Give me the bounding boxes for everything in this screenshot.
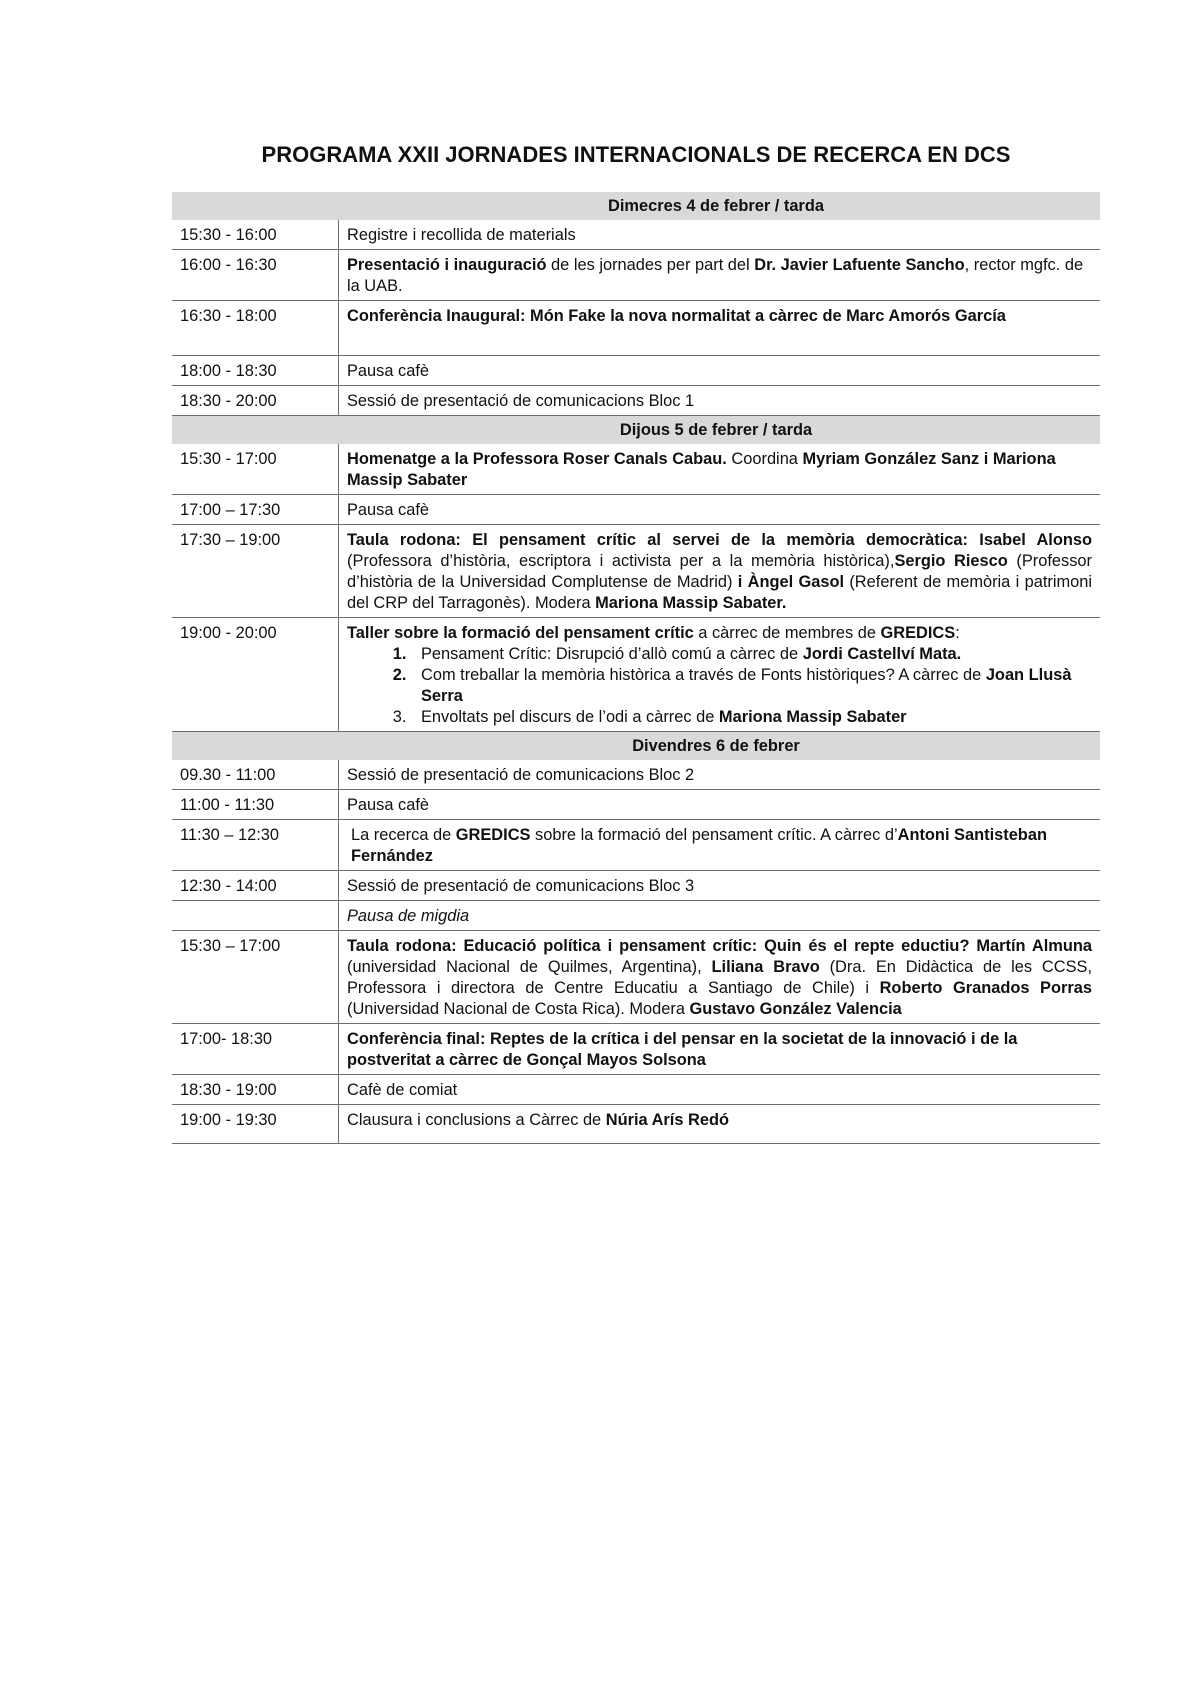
workshop-list (347, 644, 1092, 728)
time-cell: 16:00 - 16:30 (172, 250, 339, 301)
schedule-row (172, 871, 1100, 901)
schedule-row (172, 444, 1100, 495)
time-cell: 09.30 - 11:00 (172, 760, 339, 790)
list-item: 1. Pensament Crític: Disrupció d’allò comú a càrrec de Jordi Castellví Mata. (411, 644, 1092, 665)
activity-cell: Homenatge a la Professora Roser Canals Cabau. Coordina Myriam González Sanz i Mariona Massip Sabater (339, 444, 1101, 495)
time-cell: 17:00 – 17:30 (172, 495, 339, 525)
time-cell: 18:30 - 19:00 (172, 1075, 339, 1105)
schedule-row (172, 220, 1100, 250)
document-title: PROGRAMA XXII JORNADES INTERNACIONALS DE RECERCA EN DCS (261, 142, 1011, 167)
day-header (172, 416, 1100, 445)
activity-cell: Presentació i inauguració de les jornades per part del Dr. Javier Lafuente Sancho, rector mgfc. de la UAB. (339, 250, 1101, 301)
activity-cell: Cafè de comiat (339, 1075, 1101, 1105)
time-cell: 18:00 - 18:30 (172, 356, 339, 386)
program-table (172, 192, 1100, 1144)
activity-cell: Sessió de presentació de comunicacions Bloc 2 (339, 760, 1101, 790)
activity-cell: Conferència final: Reptes de la crítica i del pensar en la societat de la innovació i de la postveritat a càrrec de Gonçal Mayos Solsona (339, 1024, 1101, 1075)
schedule-row (172, 618, 1100, 732)
time-cell: 15:30 - 16:00 (172, 220, 339, 250)
time-cell: 16:30 - 18:00 (172, 301, 339, 356)
time-cell: 12:30 - 14:00 (172, 871, 339, 901)
day-header (172, 192, 1100, 220)
activity-cell: Sessió de presentació de comunicacions Bloc 1 (339, 386, 1101, 416)
activity-cell: Sessió de presentació de comunicacions Bloc 3 (339, 871, 1101, 901)
schedule-row (172, 250, 1100, 301)
schedule-row (172, 1105, 1100, 1144)
time-cell: 15:30 – 17:00 (172, 931, 339, 1024)
activity-cell: Taula rodona: Educació política i pensament crític: Quin és el repte eductiu? Martín Almuna (universidad Nacional de Quilmes, Argentina), Liliana Bravo (Dra. En Didàctica de les CCSS, Professora i directora de Centre Educatiu a Santiago de Chile) i Roberto Granados Porras (Universidad Nacional de Costa Rica). Modera Gustavo González Valencia (339, 931, 1101, 1024)
schedule-row (172, 901, 1100, 931)
day-label: Dimecres 4 de febrer / tarda (608, 197, 824, 215)
list-item: 2. Com treballar la memòria històrica a través de Fonts històriques? A càrrec de Joan Llusà Serra (411, 665, 1092, 707)
list-item: 3. Envoltats pel discurs de l’odi a càrrec de Mariona Massip Sabater (411, 707, 1092, 728)
schedule-row (172, 356, 1100, 386)
workshop-intro: Taller sobre la formació del pensament crític a càrrec de membres de GREDICS: (347, 624, 960, 642)
time-cell: 11:00 - 11:30 (172, 790, 339, 820)
activity-cell: Taula rodona: El pensament crític al servei de la memòria democràtica: Isabel Alonso (Professora d’història, escriptora i activista per a la memòria històrica),Sergio Riesco (Professor d’història de la Universidad Complutense de Madrid) i Àngel Gasol (Referent de memòria i patrimoni del CRP del Tarragonès). Modera Mariona Massip Sabater. (339, 525, 1101, 618)
day-label: Dijous 5 de febrer / tarda (619, 421, 813, 439)
time-cell: 18:30 - 20:00 (172, 386, 339, 416)
schedule-row (172, 301, 1100, 356)
schedule-row (172, 1075, 1100, 1105)
day-label: Divendres 6 de febrer (632, 737, 800, 755)
activity-cell: Pausa de migdia (339, 901, 1101, 931)
schedule-row (172, 386, 1100, 416)
schedule-row (172, 931, 1100, 1024)
activity-cell (339, 618, 1101, 732)
time-cell: 17:00- 18:30 (172, 1024, 339, 1075)
time-cell: 19:00 - 20:00 (172, 618, 339, 732)
activity-cell: Pausa cafè (339, 495, 1101, 525)
schedule-row (172, 820, 1100, 871)
activity-cell: Pausa cafè (339, 790, 1101, 820)
time-cell: 19:00 - 19:30 (172, 1105, 339, 1144)
activity-cell: Conferència Inaugural: Món Fake la nova normalitat a càrrec de Marc Amorós García (339, 301, 1101, 356)
schedule-row (172, 1024, 1100, 1075)
activity-cell: Pausa cafè (339, 356, 1101, 386)
activity-cell: La recerca de GREDICS sobre la formació del pensament crític. A càrrec d’Antoni Santisteban Fernández (339, 820, 1101, 871)
schedule-row (172, 760, 1100, 790)
schedule-row (172, 495, 1100, 525)
day-header (172, 732, 1100, 761)
time-cell: 11:30 – 12:30 (172, 820, 339, 871)
activity-cell: Registre i recollida de materials (339, 220, 1101, 250)
time-cell: 15:30 - 17:00 (172, 444, 339, 495)
time-cell (172, 901, 339, 931)
activity-cell: Clausura i conclusions a Càrrec de Núria Arís Redó (339, 1105, 1101, 1144)
schedule-row (172, 525, 1100, 618)
schedule-row (172, 790, 1100, 820)
time-cell: 17:30 – 19:00 (172, 525, 339, 618)
